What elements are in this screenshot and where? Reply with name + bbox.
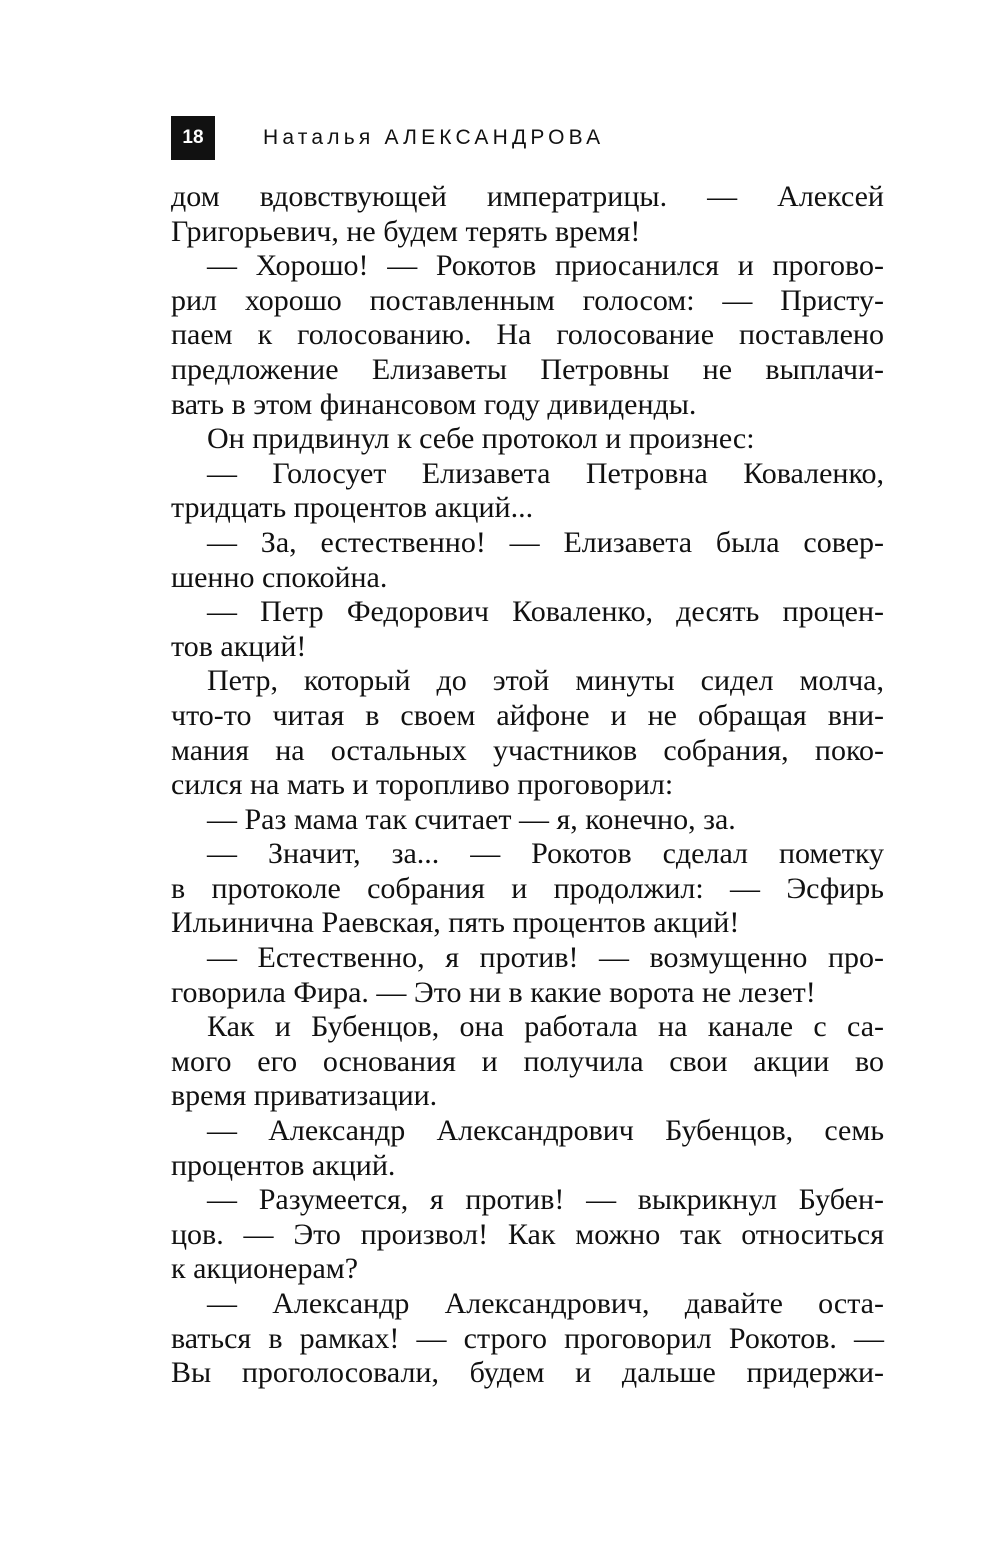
text-line: — Александр Александрович Бубенцов, семь [207,1114,884,1148]
text-line: паем к голосованию. На голосование поставлено [171,318,884,352]
text-line: — Разумеется, я против! — выкрикнул Бубен- [207,1183,884,1217]
text-line: вать в этом финансовом году дивиденды. [171,387,697,421]
text-line: Григорьевич, не будем терять время! [171,214,641,248]
text-line: Вы проголосовали, будем и дальше придержи- [171,1356,884,1390]
page-number: 18 [171,116,215,160]
text-line: в протоколе собрания и продолжил: — Эсфирь [171,871,884,905]
text-line: дом вдовствующей императрицы. — Алексей [171,180,884,213]
text-line: время приватизации. [171,1079,438,1113]
text-line: цов. — Это произвол! Как можно так относиться [171,1217,884,1251]
text-line: мания на остальных участников собрания, поко- [171,733,884,767]
running-head: Наталья АЛЕКСАНДРОВА [263,126,605,149]
text-line: — Петр Федорович Коваленко, десять процен- [207,595,884,629]
text-line: — Значит, за... — Рокотов сделал пометку [207,837,884,871]
text-line: — Естественно, я против! — возмущенно про- [207,941,884,975]
text-line: мого его основания и получила свои акции во [171,1044,884,1078]
text-line: Петр, который до этой минуты сидел молча, [207,664,884,698]
text-line: рил хорошо поставленным голосом: — Присту- [171,283,884,317]
text-line: Ильинична Раевская, пять процентов акций! [171,906,740,940]
text-line: говорила Фира. — Это ни в какие ворота не лезет! [171,975,816,1009]
text-line: процентов акций. [171,1148,396,1182]
text-line: сился на мать и торопливо проговорил: [171,768,674,802]
text-line: к акционерам? [171,1252,359,1286]
text-line: что-то читая в своем айфоне и не обращая вни- [171,698,884,732]
text-line: тридцать процентов акций... [171,491,534,525]
text-line: тов акций! [171,629,307,663]
text-line: — Голосует Елизавета Петровна Коваленко, [207,456,884,490]
text-line: Как и Бубенцов, она работала на канале с са- [207,1010,884,1044]
page-header [171,116,604,160]
text-line: — Хорошо! — Рокотов приосанился и прогово- [207,249,884,283]
text-line: предложение Елизаветы Петровны не выплачи- [171,352,884,386]
body-text [171,180,884,1391]
text-line: Он придвинул к себе протокол и произнес: [207,422,755,456]
text-line: ваться в рамках! — строго проговорил Рокотов. — [171,1321,884,1355]
text-line: — Раз мама так считает — я, конечно, за. [207,802,736,836]
text-line: — Александр Александрович, давайте оста- [207,1287,884,1320]
text-line: — За, естественно! — Елизавета была совер- [207,525,884,559]
text-line: шенно спокойна. [171,560,388,594]
